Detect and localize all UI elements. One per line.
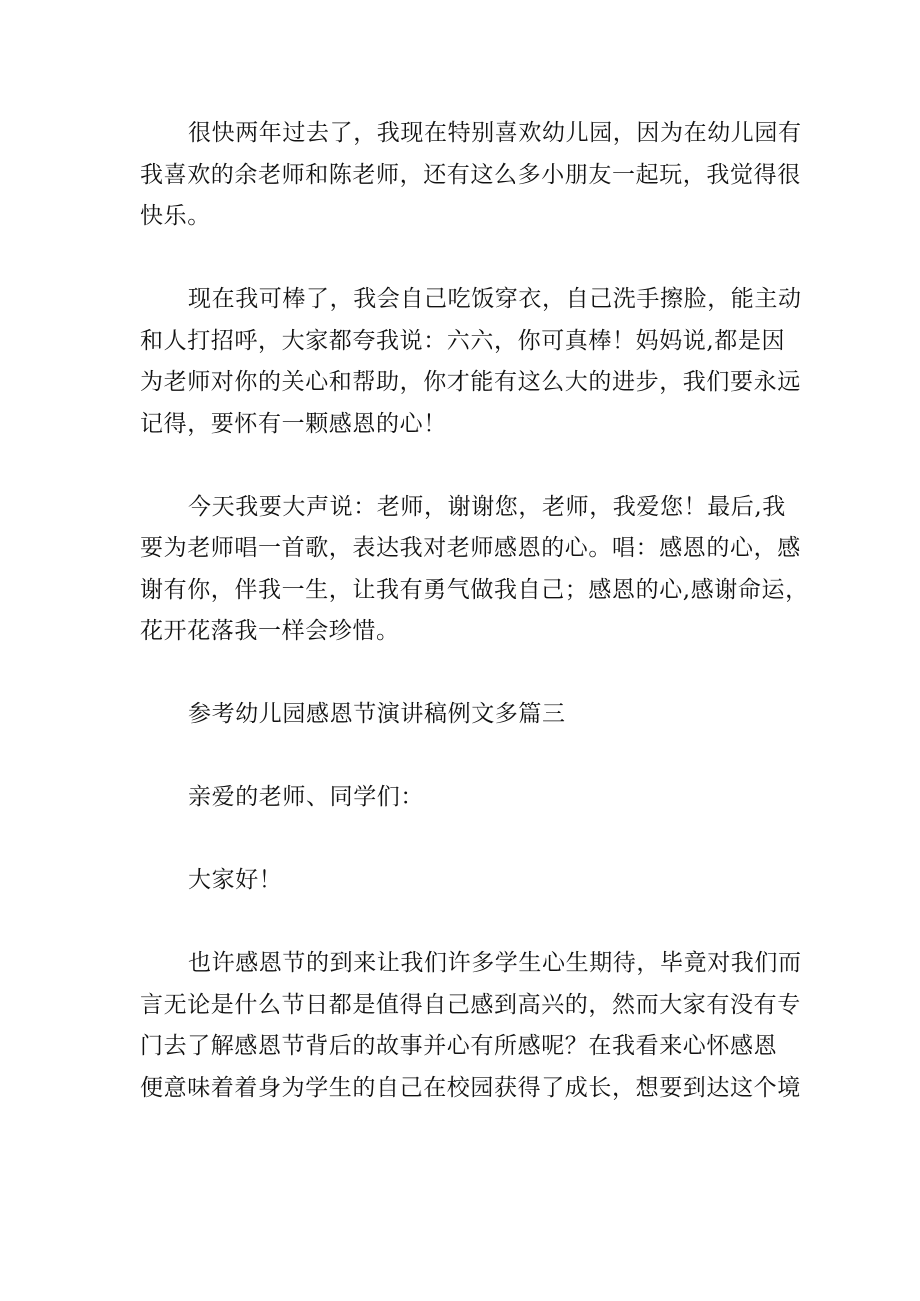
- paragraph-line: 言无论是什么节日都是值得自己感到高兴的，然而大家有没有专: [140, 991, 801, 1018]
- paragraph-line: 便意味着着身为学生的自己在校园获得了成长，想要到达这个境: [140, 1074, 801, 1101]
- paragraph-line: 要为老师唱一首歌，表达我对老师感恩的心。唱：感恩的心，感: [140, 535, 801, 561]
- paragraph-line: 花开花落我一样会珍惜。: [140, 618, 400, 644]
- paragraph-2: [140, 279, 802, 445]
- salutation-line: 亲爱的老师、同学们：: [188, 784, 424, 810]
- paragraph-line: 谢有你，伴我一生，让我有勇气做我自己；感恩的心,感谢命运，: [140, 576, 809, 603]
- section-heading: [140, 694, 775, 736]
- document-body: [140, 113, 809, 1151]
- salutation: [140, 777, 775, 819]
- paragraph-line: 我喜欢的余老师和陈老师，还有这么多小朋友一起玩，我觉得很: [140, 161, 801, 188]
- paragraph-line: 也许感恩节的到来让我们许多学生心生期待，毕竟对我们而: [188, 950, 802, 976]
- paragraph-line: 很快两年过去了，我现在特别喜欢幼儿园，因为在幼儿园有: [188, 120, 802, 146]
- paragraph-line: 记得，要怀有一颗感恩的心！: [140, 410, 447, 437]
- heading-line: 参考幼儿园感恩节演讲稿例文多篇三: [188, 701, 566, 727]
- paragraph-line: 为老师对你的关心和帮助，你才能有这么大的进步，我们要永远: [140, 369, 801, 395]
- greeting: [140, 860, 775, 902]
- paragraph-3: [140, 487, 809, 653]
- paragraph-line: 门去了解感恩节背后的故事并心有所感呢？在我看来心怀感恩: [140, 1033, 778, 1059]
- greeting-line: 大家好！: [188, 867, 283, 893]
- paragraph-1: [140, 113, 802, 238]
- paragraph-line: 快乐。: [140, 203, 211, 229]
- paragraph-line: 今天我要大声说：老师，谢谢您，老师，我爱您！最后,我: [188, 493, 786, 520]
- paragraph-line: 和人打招呼，大家都夸我说：六六，你可真棒！妈妈说,都是因: [140, 327, 786, 354]
- paragraph-7: [140, 943, 802, 1109]
- paragraph-line: 现在我可棒了，我会自己吃饭穿衣，自己洗手擦脸，能主动: [188, 286, 802, 312]
